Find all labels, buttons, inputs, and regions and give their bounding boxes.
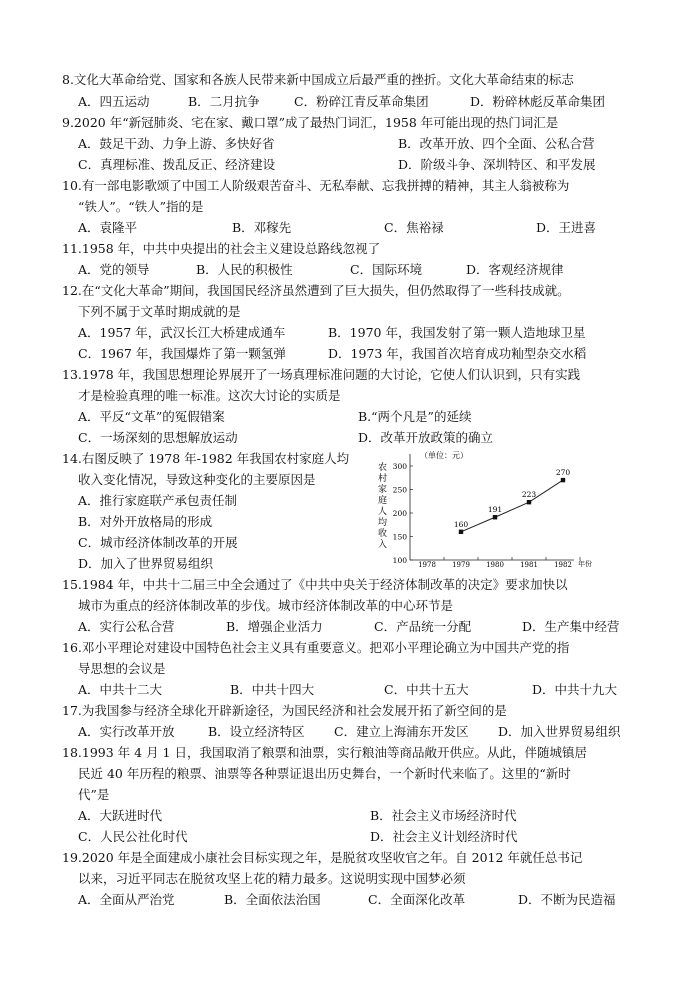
question-18-option-d: D．社会主义计划经济时代 bbox=[370, 829, 518, 844]
question-14-option-d: D．加入了世界贸易组织 bbox=[78, 556, 214, 571]
chart-y-title-char: 收 bbox=[378, 529, 388, 539]
chart-y-title-char: 村 bbox=[378, 474, 388, 484]
question-11-stem: 11.1958 年，中共中央提出的社会主义建设总路线忽视了 bbox=[62, 241, 381, 256]
chart-data-label: 191 bbox=[487, 505, 503, 515]
question-15-stem: 15.1984 年，中共十二届三中全会通过了《中共中央关于经济体制改革的决定》要求加快以 bbox=[62, 577, 568, 592]
chart-data-label: 270 bbox=[555, 468, 571, 478]
question-18-stem-cont: 民近 40 年历程的粮票、油票等各种票证退出历史舞台，一个新时代来临了。这里的“新时 bbox=[78, 766, 571, 781]
question-19-stem: 19.2020 年是全面建成小康社会目标实现之年，是脱贫攻坚收官之年。自 2012 年就任总书记 bbox=[62, 850, 583, 865]
chart-y-title-char: 均 bbox=[378, 518, 388, 528]
question-15-option-a: A．实行公私合营 bbox=[78, 619, 175, 634]
chart-series-line bbox=[461, 480, 563, 532]
question-18-stem: 18.1993 年 4 月 1 日，我国取消了粮票和油票，实行粮油等商品敞开供应。从此，伴随城镇居 bbox=[62, 745, 587, 760]
question-9-option-d: D．阶级斗争、深圳特区、和平发展 bbox=[398, 157, 596, 172]
question-9-option-a: A．鼓足干劲、力争上游、多快好省 bbox=[78, 136, 275, 151]
income-line-chart bbox=[372, 448, 602, 568]
question-16-option-c: C．中共十五大 bbox=[384, 682, 469, 697]
chart-y-title-char: 入 bbox=[378, 540, 388, 550]
question-14-option-c: C．城市经济体制改革的开展 bbox=[78, 535, 238, 550]
question-18-stem-cont-2: 代”是 bbox=[78, 787, 110, 802]
question-15-option-c: C．产品统一分配 bbox=[374, 619, 472, 634]
question-10-option-b: B．邓稼先 bbox=[232, 220, 292, 235]
question-9-stem: 9.2020 年“新冠肺炎、宅在家、戴口罩”成了最热门词汇，1958 年可能出现的热门词汇是 bbox=[62, 115, 559, 130]
question-8-option-a: A．四五运动 bbox=[78, 94, 150, 109]
chart-x-tick-label: 1978 bbox=[418, 561, 436, 568]
question-19-option-a: A．全面从严治党 bbox=[78, 892, 175, 907]
question-8-option-c: C．粉碎江青反革命集团 bbox=[294, 94, 429, 109]
question-16-stem-cont: 导思想的会议是 bbox=[78, 661, 166, 676]
question-10-stem-cont: “铁人”。“铁人”指的是 bbox=[78, 199, 204, 214]
question-12-option-b: B．1970 年，我国发射了第一颗人造地球卫星 bbox=[328, 325, 586, 340]
question-8-stem: 8.文化大革命给党、国家和各族人民带来新中国成立后最严重的挫折。文化大革命结束的标志 bbox=[62, 72, 574, 87]
chart-y-tick-label: 100 bbox=[392, 556, 407, 565]
question-15-option-b: B．增强企业活力 bbox=[226, 619, 323, 634]
question-13-option-b: B.“两个凡是”的延续 bbox=[358, 409, 472, 424]
chart-x-tick-label: 1981 bbox=[520, 561, 538, 568]
chart-x-tick-label: 1979 bbox=[452, 561, 470, 568]
question-9-option-c: C．真理标准、拨乱反正、经济建设 bbox=[78, 157, 276, 172]
question-13-stem: 13.1978 年，我国思想理论界展开了一场真理标准问题的大讨论，它使人们认识到，只有实践 bbox=[62, 367, 581, 382]
question-12-stem-cont: 下列不属于文革时期成就的是 bbox=[78, 304, 241, 319]
chart-x-tick-label: 1980 bbox=[486, 561, 504, 568]
question-12-option-a: A．1957 年，武汉长江大桥建成通车 bbox=[78, 325, 286, 340]
question-13-option-a: A．平反“文革”的冤假错案 bbox=[78, 409, 225, 424]
question-15-stem-cont: 城市为重点的经济体制改革的步伐。城市经济体制改革的中心环节是 bbox=[78, 598, 454, 613]
chart-y-title-char: 家 bbox=[378, 485, 388, 495]
question-19-option-c: C．全面深化改革 bbox=[368, 892, 466, 907]
question-11-option-c: C．国际环境 bbox=[350, 262, 423, 277]
question-10-option-c: C．焦裕禄 bbox=[384, 220, 444, 235]
chart-x-tick-label: 1982 bbox=[554, 561, 572, 568]
chart-data-label: 160 bbox=[453, 519, 469, 529]
chart-y-title-char: 农 bbox=[378, 463, 388, 473]
chart-x-axis-title: 年份 bbox=[578, 560, 592, 568]
question-17-option-a: A．实行改革开放 bbox=[78, 724, 175, 739]
chart-y-tick-label: 300 bbox=[392, 462, 407, 471]
question-11-option-d: D．客观经济规律 bbox=[466, 262, 564, 277]
question-16-stem: 16.邓小平理论对建设中国特色社会主义具有重要意义。把邓小平理论确立为中国共产党的指 bbox=[62, 640, 570, 655]
question-10-option-d: D．王进喜 bbox=[536, 220, 597, 235]
question-10-stem: 10.有一部电影歌颂了中国工人阶级艰苦奋斗、无私奉献、忘我拼搏的精神，其主人翁被称为 bbox=[62, 178, 570, 193]
question-14-option-a: A．推行家庭联产承包责任制 bbox=[78, 493, 238, 508]
question-10-option-a: A．袁隆平 bbox=[78, 220, 138, 235]
question-16-option-d: D．中共十九大 bbox=[532, 682, 618, 697]
chart-y-axis-title bbox=[378, 461, 387, 550]
question-12-stem: 12.在“文化大革命”期间，我国国民经济虽然遭到了巨大损失，但仍然取得了一些科技成就。 bbox=[62, 283, 570, 298]
question-14-option-b: B．对外开放格局的形成 bbox=[78, 514, 213, 529]
chart-y-tick-label: 250 bbox=[392, 485, 407, 495]
chart-data-point bbox=[459, 530, 463, 534]
question-18-option-a: A．大跃进时代 bbox=[78, 808, 163, 823]
question-11-option-a: A．党的领导 bbox=[78, 262, 150, 277]
chart-y-tick-label: 150 bbox=[392, 532, 407, 542]
chart-unit-label: （单位：元） bbox=[420, 451, 468, 460]
question-9-option-b: B．改革开放、四个全面、公私合营 bbox=[398, 136, 595, 151]
question-17-option-c: C．建立上海浦东开发区 bbox=[334, 724, 469, 739]
chart-data-point bbox=[561, 478, 565, 482]
question-14-stem: 14.右图反映了 1978 年-1982 年我国农村家庭人均 bbox=[62, 451, 350, 466]
question-17-option-d: D．加入世界贸易组织 bbox=[498, 724, 621, 739]
question-14-stem-cont: 收入变化情况，导致这种变化的主要原因是 bbox=[78, 472, 316, 487]
question-8-option-b: B．二月抗争 bbox=[188, 94, 260, 109]
question-8-option-d: D．粉碎林彪反革命集团 bbox=[470, 94, 606, 109]
question-19-stem-cont: 以来，习近平同志在脱贫攻坚上花的精力最多。这说明实现中国梦必须 bbox=[78, 871, 466, 886]
chart-y-title-char: 人 bbox=[378, 507, 388, 517]
question-18-option-c: C．人民公社化时代 bbox=[78, 829, 188, 844]
chart-data-point bbox=[527, 500, 531, 504]
question-12-option-d: D．1973 年，我国首次培育成功籼型杂交水稻 bbox=[328, 346, 587, 361]
question-13-stem-cont: 才是检验真理的唯一标准。这次大讨论的实质是 bbox=[78, 388, 341, 403]
chart-y-tick-label: 200 bbox=[392, 509, 407, 518]
chart-data-point bbox=[493, 515, 497, 519]
question-13-option-d: D．改革开放政策的确立 bbox=[358, 430, 494, 445]
question-16-option-b: B．中共十四大 bbox=[230, 682, 315, 697]
question-11-option-b: B．人民的积极性 bbox=[196, 262, 293, 277]
chart-data-label: 223 bbox=[521, 490, 537, 500]
question-18-option-b: B．社会主义市场经济时代 bbox=[370, 808, 517, 823]
question-15-option-d: D．生产集中经营 bbox=[522, 619, 620, 634]
question-13-option-c: C．一场深刻的思想解放运动 bbox=[78, 430, 238, 445]
question-19-option-d: D．不断为民造福 bbox=[518, 892, 616, 907]
question-17-stem: 17.为我国参与经济全球化开辟新途径，为国民经济和社会发展开拓了新空间的是 bbox=[62, 703, 507, 718]
question-17-option-b: B．设立经济特区 bbox=[208, 724, 305, 739]
question-16-option-a: A．中共十二大 bbox=[78, 682, 163, 697]
chart-y-title-char: 庭 bbox=[378, 496, 388, 506]
question-12-option-c: C．1967 年，我国爆炸了第一颗氢弹 bbox=[78, 346, 286, 361]
question-19-option-b: B．全面依法治国 bbox=[224, 892, 321, 907]
